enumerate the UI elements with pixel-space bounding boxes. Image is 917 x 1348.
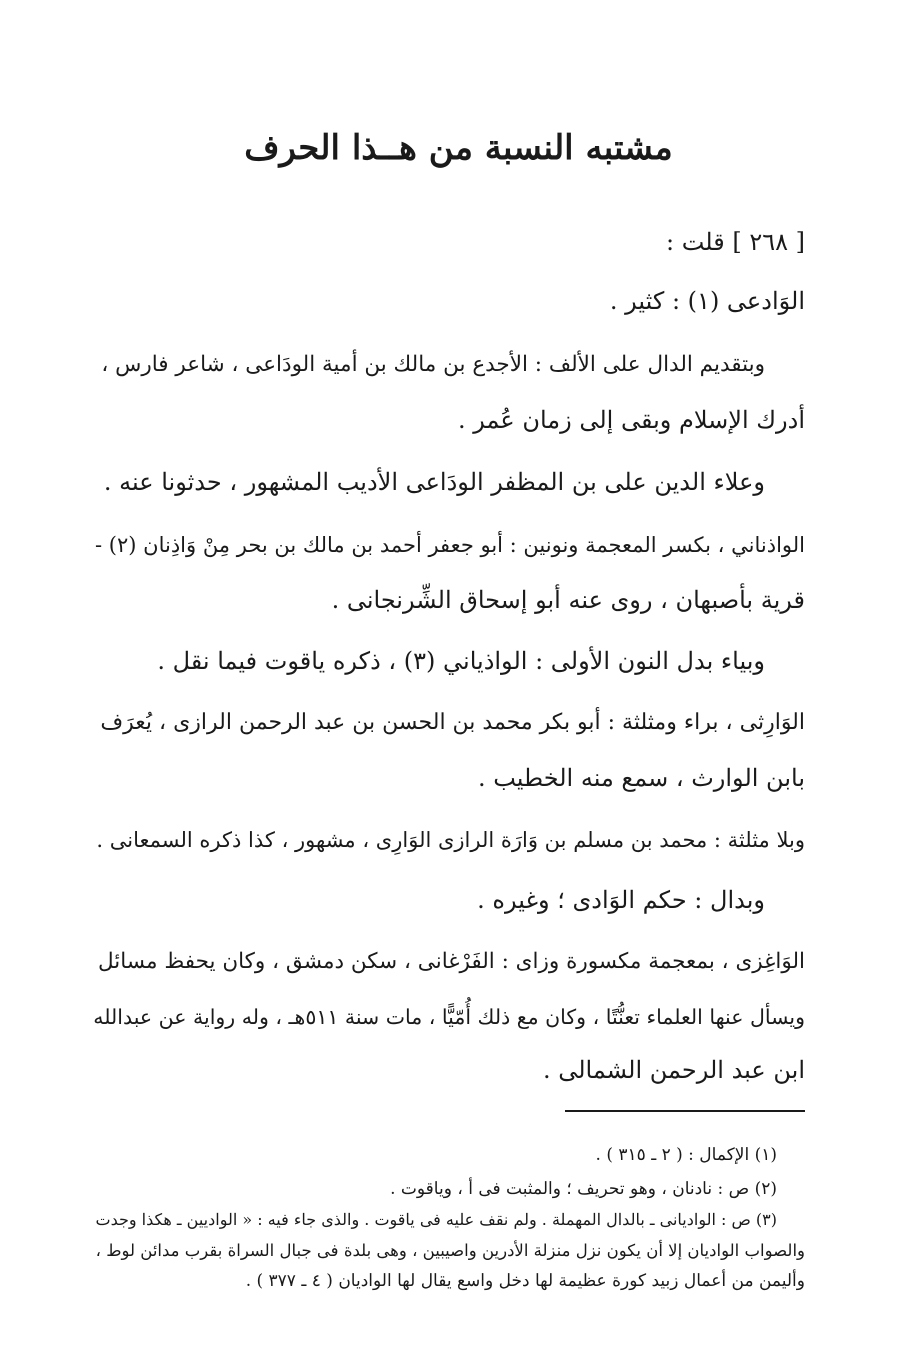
body-line: ويسأل عنها العلماء تعنُّتًا ، وكان مع ذلك أُمّيًّا ، مات سنة ٥١١هـ ، وله رواية عن عبدالله xyxy=(93,1005,805,1029)
footnote-divider xyxy=(565,1110,805,1112)
footnote: (٣) ص : الواديانى ـ بالدال المهملة . ولم نقف عليه فى ياقوت . والذى جاء فيه : « الواديين ـ هكذا وجدت xyxy=(95,1210,777,1229)
footnote: والصواب الواديان إلا أن يكون نزل منزلة الأدرين واصيبين ، وهى بلدة فى جبال السراة بقرب مدائن لوط ، xyxy=(95,1241,805,1260)
body-line: وبتقديم الدال على الألف : الأجدع بن مالك بن أمية الودَاعى ، شاعر فارس ، xyxy=(101,352,765,377)
body-line: وعلاء الدين على بن المظفر الودَاعى الأديب المشهور ، حدثونا عنه . xyxy=(103,468,765,496)
entry-header: [ ٢٦٨ ] قلت : xyxy=(666,228,805,256)
body-line: الواذناني ، بكسر المعجمة ونونين : أبو جعفر أحمد بن مالك بن بحر مِنْ وَاذِنان (٢) - xyxy=(95,533,805,557)
body-line: الوَاغِزى ، بمعجمة مكسورة وزاى : الفَرْغانى ، سكن دمشق ، وكان يحفظ مسائل xyxy=(98,949,805,974)
body-line: ابن عبد الرحمن الشمالى . xyxy=(542,1056,805,1084)
body-line: وبياء بدل النون الأولى : الواذياني (٣) ، ذكره ياقوت فيما نقل . xyxy=(157,647,765,675)
body-line: أدرك الإسلام وبقى إلى زمان عُمر . xyxy=(458,406,805,434)
page-title: مشتبه النسبة من هــذا الحرف xyxy=(244,128,673,168)
footnote: (١) الإكمال : ( ٢ ـ ٣١٥ ) . xyxy=(595,1145,777,1165)
footnote: (٢) ص : نادنان ، وهو تحريف ؛ والمثبت فى أ ، وياقوت . xyxy=(390,1179,777,1199)
body-line: وبلا مثلثة : محمد بن مسلم بن وَارَة الرازى الوَارِى ، مشهور ، كذا ذكره السمعانى . xyxy=(96,828,805,852)
footnote: وأليمن من أعمال زبيد كورة عظيمة لها دخل واسع يقال لها الواديان ( ٤ ـ ٣٧٧ ) . xyxy=(245,1271,805,1291)
body-line: بابن الوارث ، سمع منه الخطيب . xyxy=(477,764,805,792)
body-line: وبدال : حكم الوَادى ؛ وغيره . xyxy=(477,886,765,914)
body-line: قرية بأصبهان ، روى عنه أبو إسحاق الشِّرنجانى . xyxy=(331,586,805,614)
body-line: الوَارِثى ، براء ومثلثة : أبو بكر محمد بن الحسن بن عبد الرحمن الرازى ، يُعرَف xyxy=(100,710,805,735)
body-line: الوَادعى (١) : كثير . xyxy=(609,287,805,315)
